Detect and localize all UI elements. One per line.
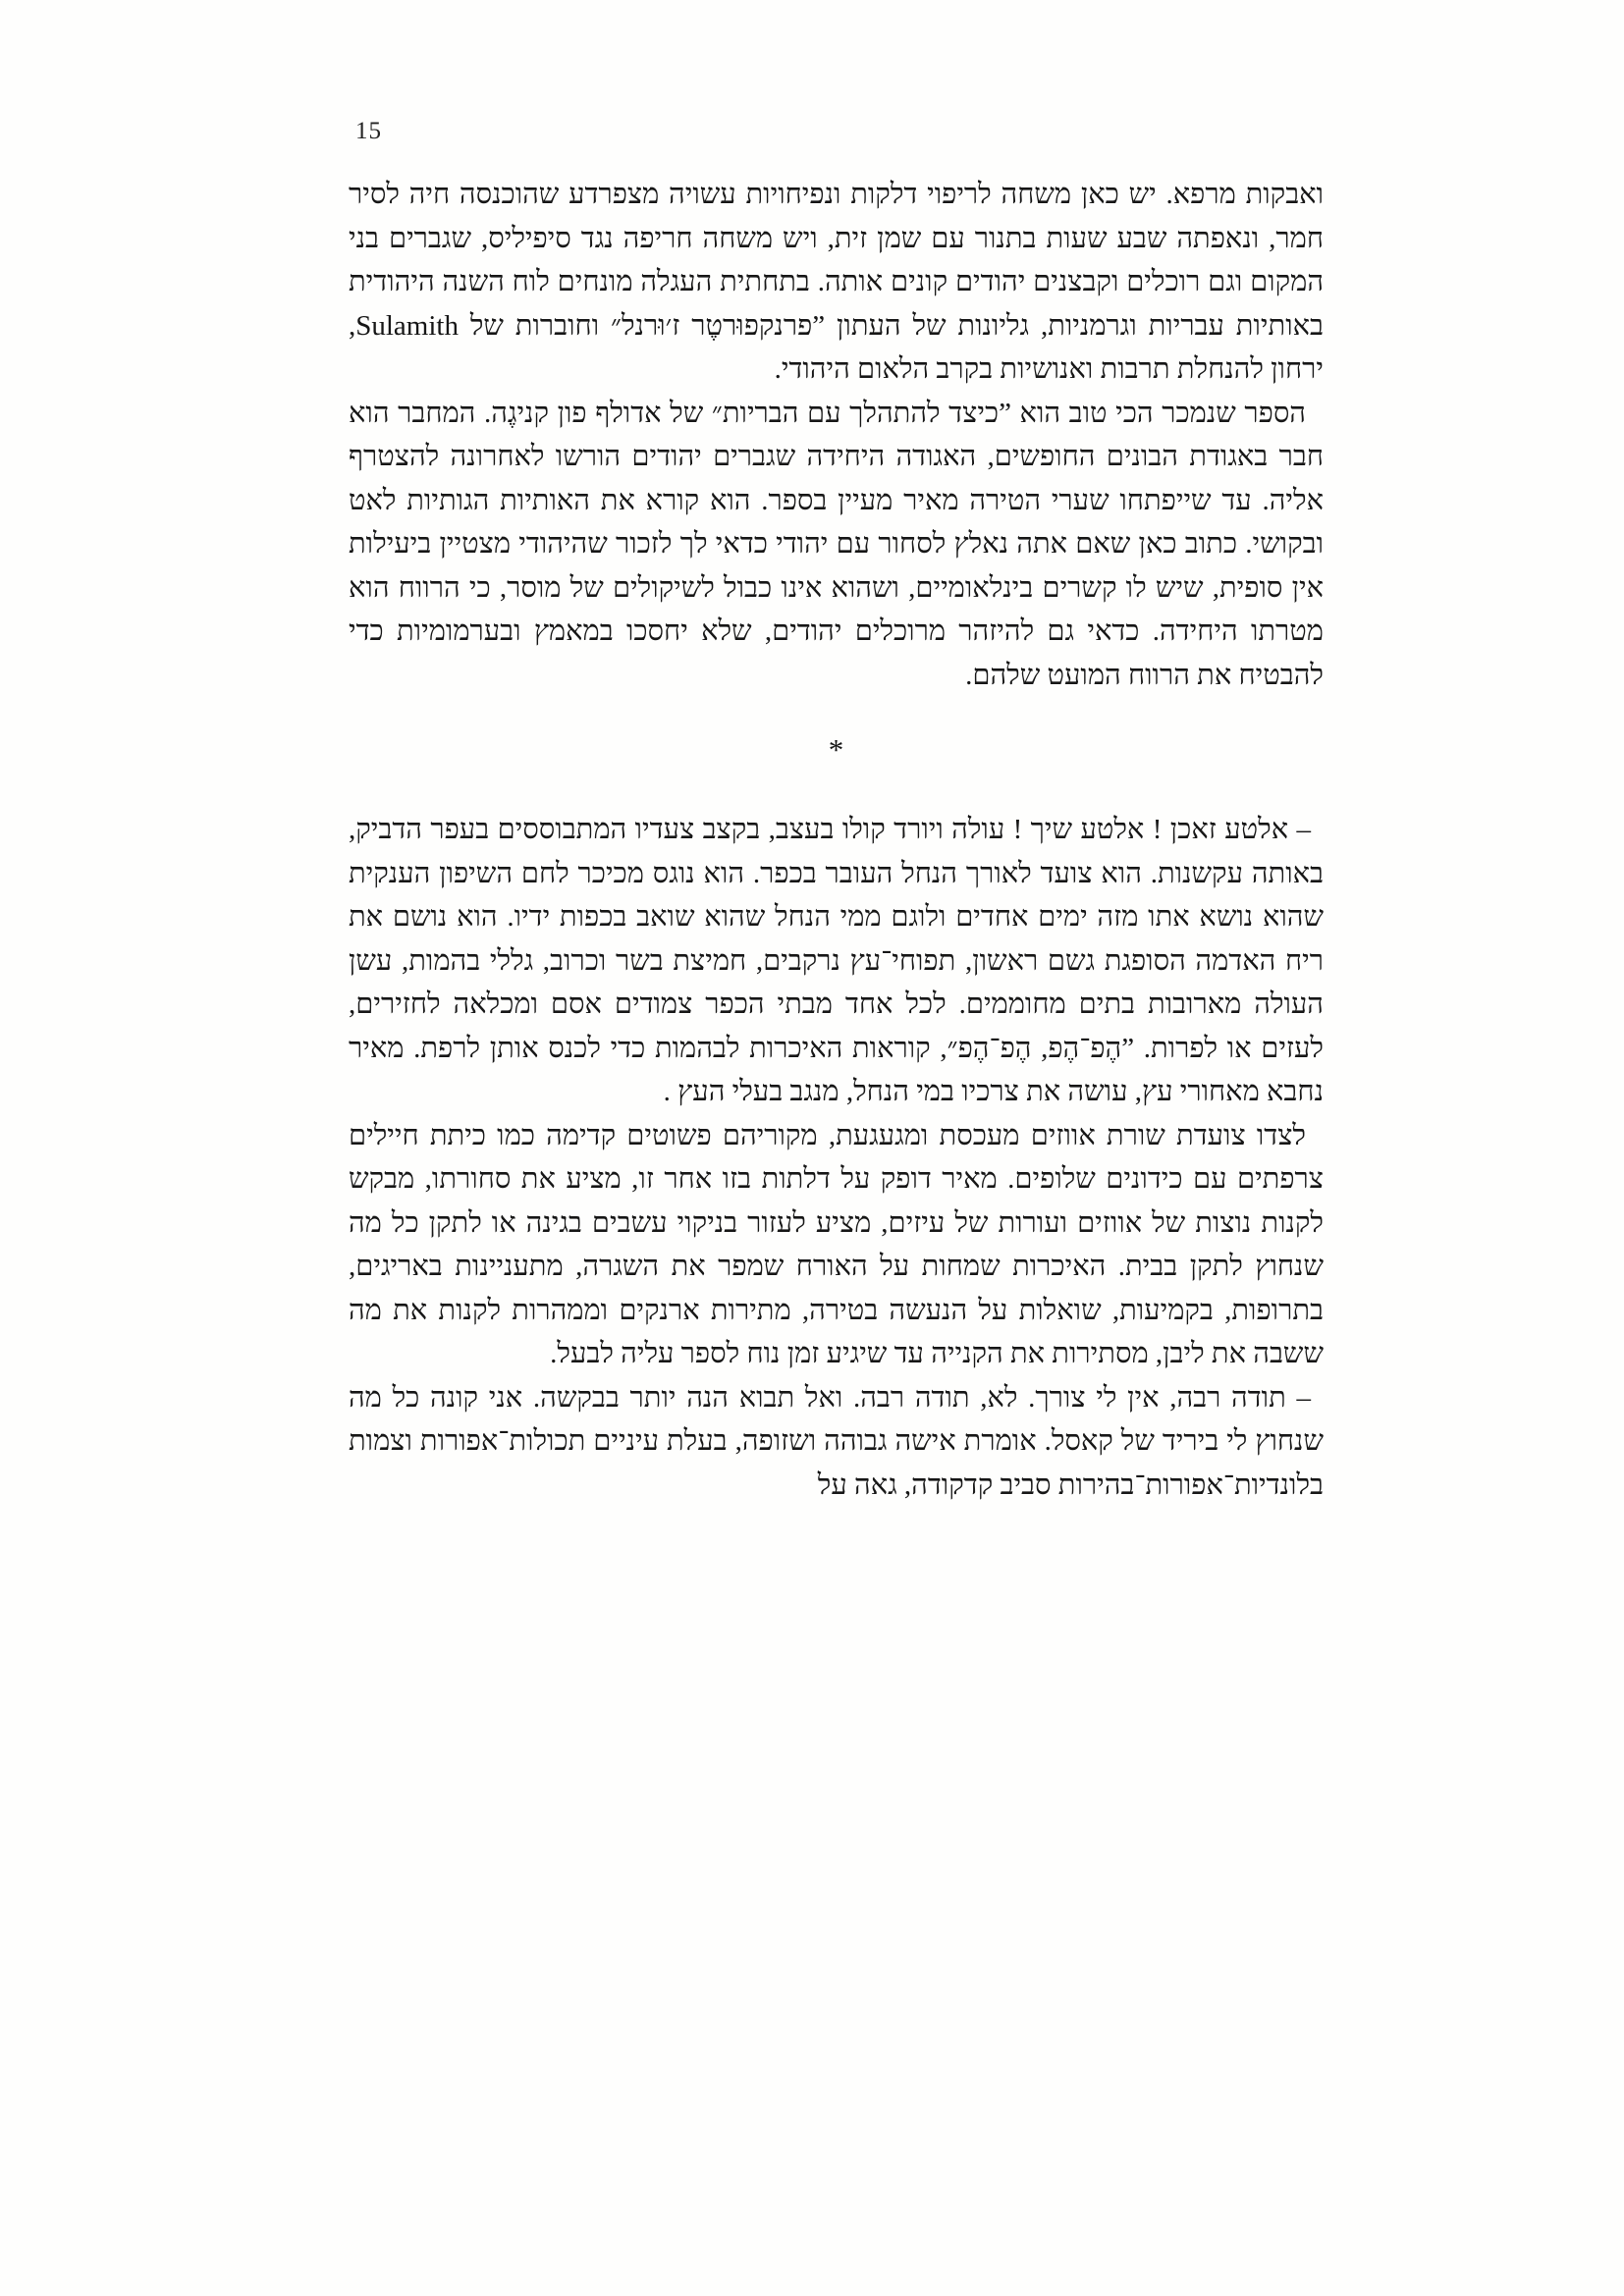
paragraph-geese-peddling: לצדו צועדת שורת אווזים מעכסת ומגעגעת, מקוריהם פשוטים קדימה כמו כיתת חיילים צרפתים עם כידונים שלופים. מאיר דופק על דלתות בזו אחר זו, מציע את סחורתו, מבקש לקנות נוצות של אווזים ועורות של עיזים, מציע לעזור בניקוי עשבים בגינה או לתקן כל מה שנחוץ לתקן בבית. האיכרות שמחות על האורח שמפר את השגרה, מתעניינות באריגים, בתרופות, בקמיעות, שואלות על הנעשה בטירה, מתירות ארנקים וממהרות לקנות את מה ששבה את ליבן, מסתירות את הקנייה עד שיגיע זמן נוח לספר עליה לבעל.	[349, 1119, 1324, 1369]
section-separator-asterisk: *	[828, 732, 844, 767]
paragraph-alte-zachen-dialogue: – אלטע זאכן ! אלטע שיך ! עולה ויורד קולו בעצב, בקצב צעדיו המתבוססים בעפר הדביק, באותה עקשנות. הוא צועד לאורך הנחל העובר בכפר. הוא נוגס מכיכר לחם השיפון הענקית שהוא נושא אתו מזה ימים אחדים ולוגם ממי הנחל שהוא שואב בכפות ידיו. הוא נושם את ריח האדמה הסופגת גשם ראשון, תפוחי־עץ נרקבים, חמיצת בשר וכרוב, גללי בהמות, עשן העולה מארובות בתים מחוממים. לכל אחד מבתי הכפר צמודים אסם ומכלאה לחזירים, לעזים או לפרות. ”הֶפ־הֶפ, הֶפ־הֶפ״, קוראות האיכרות לבהמות כדי לכנס אותן לרפת. מאיר נחבא מאחורי עץ, עושה את צרכיו במי הנחל, מנגב בעלי העץ .	[349, 814, 1324, 1107]
text-column	[349, 173, 1324, 1507]
paragraph-remedies-cart: ואבקות מרפא. יש כאן משחה לריפוי דלקות ונפיחויות עשויה מצפרדע שהוכנסה חיה לסיר חמר, ונאפתה שבע שעות בתנור עם שמן זית, ויש משחה חריפה נגד סיפיליס, שגברים בני המקום וגם רוכלים וקבצנים יהודים קונים אותה. בתחתית העגלה מונחים לוח השנה היהודית באותיות עבריות וגרמניות, גליונות של העתון ”פרנקפוּרטֶר ז׳וּרנל״ וחוברות של Sulamith, ירחון להנחלת תרבות ואנושיות בקרב הלאום היהודי.	[349, 179, 1324, 385]
paragraph-refusal-dialogue: – תודה רבה, אין לי צורך. לא, תודה רבה. ואל תבוא הנה יותר בבקשה. אני קונה כל מה שנחוץ לי ביריד של קאסל. אומרת אישה גבוהה ושזופה, בעלת עיניים תכולות־אפורות וצמות בלונדיות־אפורות־בהירות סביב קדקודה, גאה על	[349, 1381, 1324, 1501]
page-number: 15	[355, 118, 382, 144]
paragraph-bestseller-book: הספר שנמכר הכי טוב הוא ”כיצד להתהלך עם הבריות״ של אדולף פון קניגֶה. המחבר הוא חבר באגודת הבונים החופשים, האגודה היחידה שגברים יהודים הורשו לאחרונה להצטרף אליה. עד שייפתחו שערי הטירה מאיר מעיין בספר. הוא קורא את האותיות הגותיות לאט ובקושי. כתוב כאן שאם אתה נאלץ לסחור עם יהודי כדאי לך לזכור שהיהודי מצטיין ביעילות אין סופית, שיש לו קשרים בינלאומיים, ושהוא אינו כבול לשיקולים של מוסר, כי הרווח הוא מטרתו היחידה. כדאי גם להיזהר מרוכלים יהודים, שלא יחסכו במאמץ ובערמומיות כדי להבטיח את הרווח המועט שלהם.	[349, 397, 1324, 691]
